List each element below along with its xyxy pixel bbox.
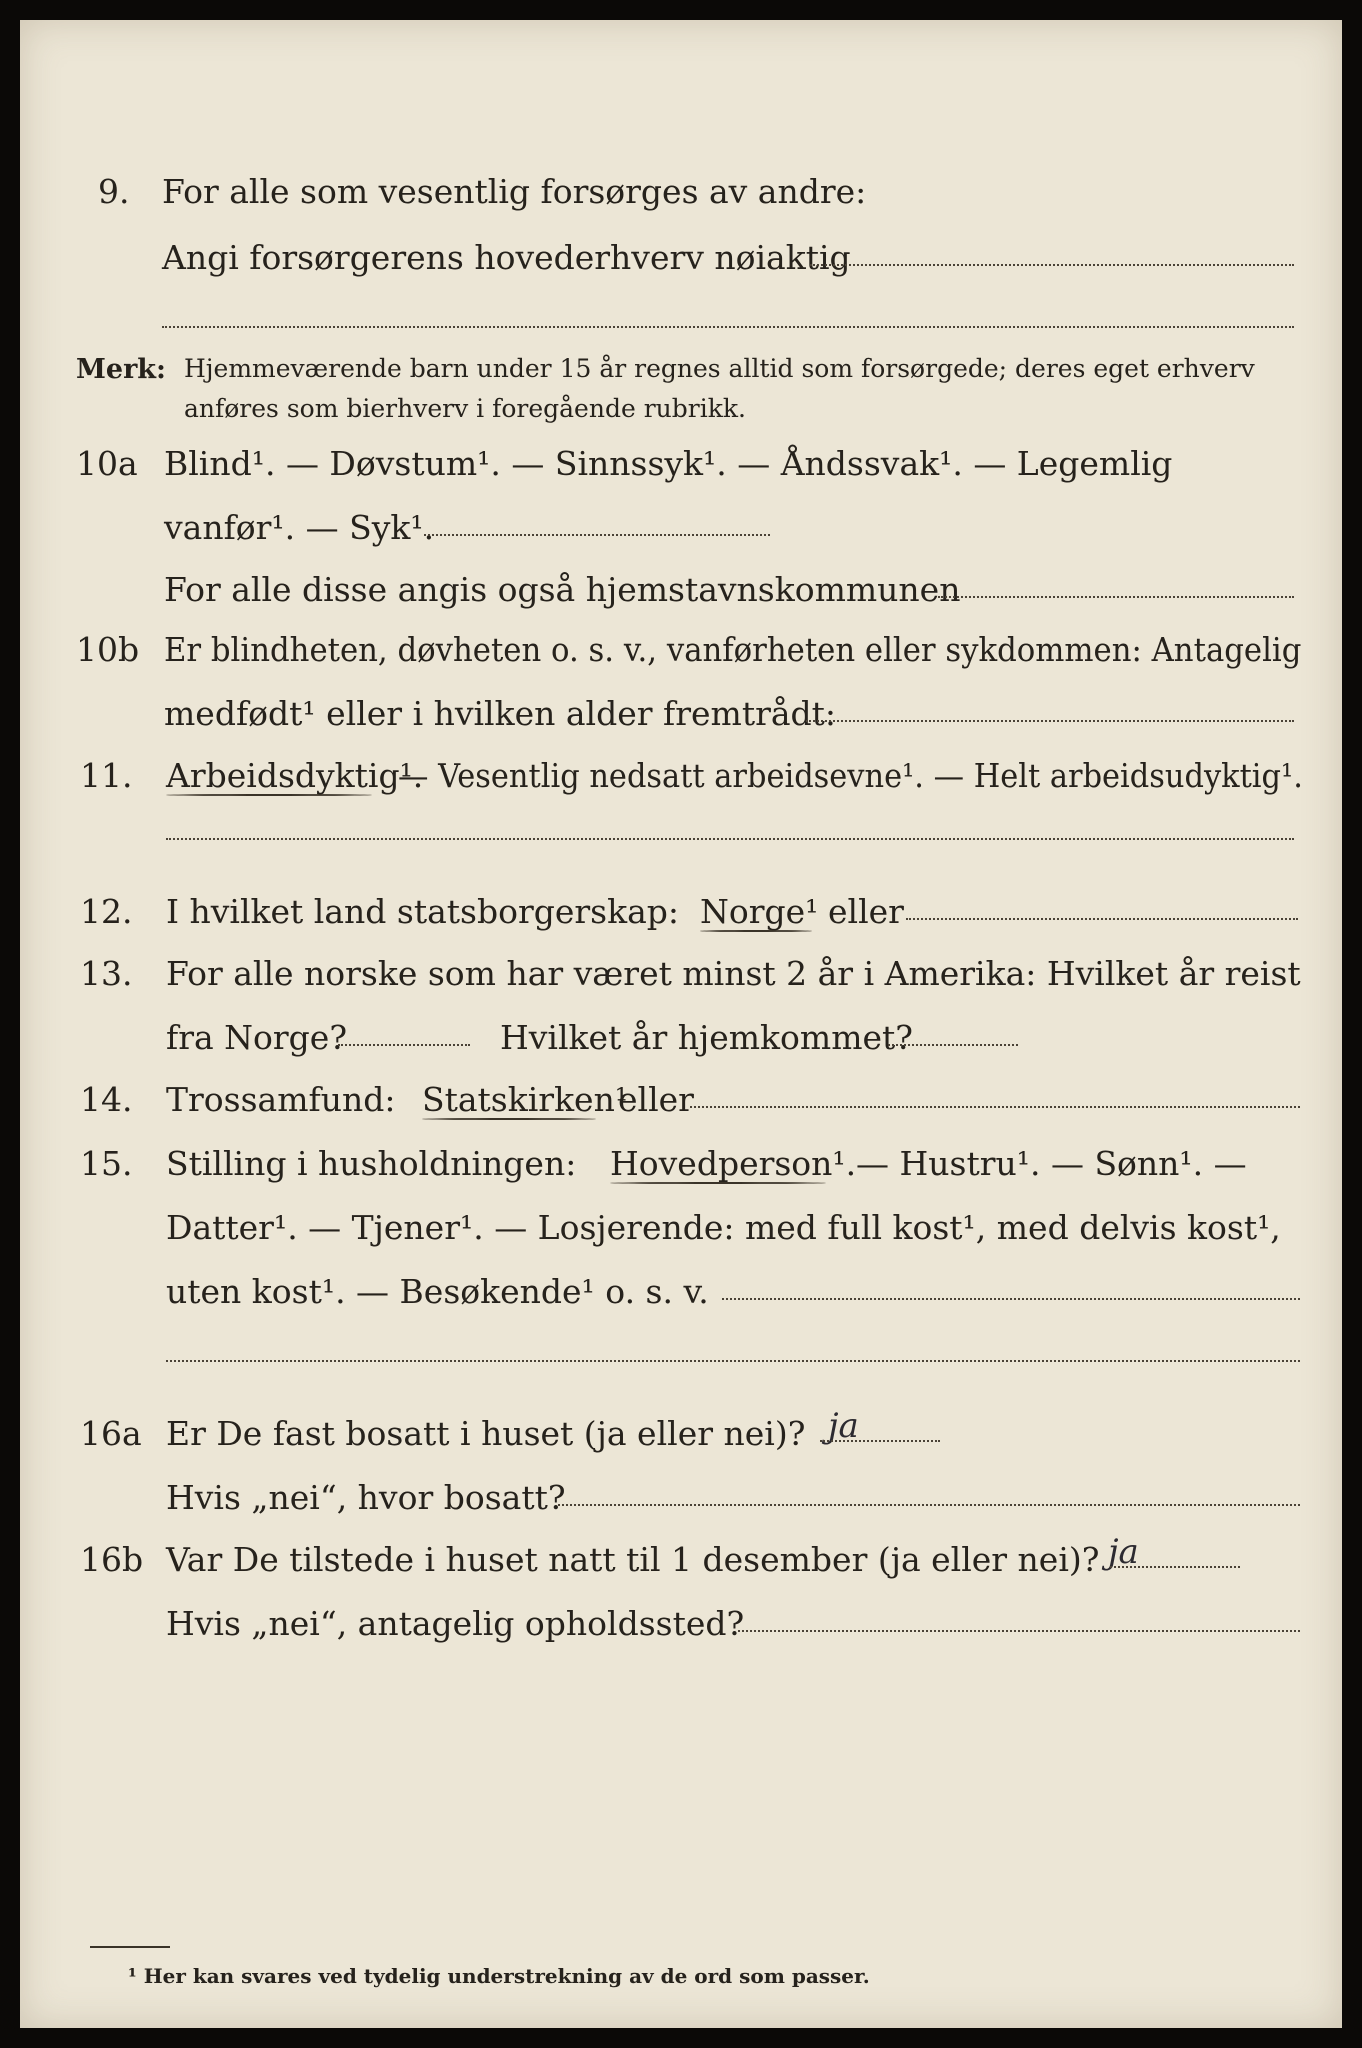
merk-line1: Hjemmeværende barn under 15 år regnes alltid som forsørgede; deres eget erhverv <box>184 354 1255 383</box>
q14-after: eller <box>618 1080 694 1119</box>
q12-underline-mark <box>700 930 812 932</box>
q16a-number: 16a <box>80 1414 142 1453</box>
q16b-line2: Hvis „nei“, antagelig opholdssted? <box>166 1604 745 1643</box>
q14-text: Trossamfund: <box>166 1080 396 1119</box>
q13-left-year-line[interactable] <box>338 1044 470 1046</box>
q13-line1: For alle norske som har været minst 2 år i Amerika: Hvilket år reist <box>166 954 1301 993</box>
q10a-line3: For alle disse angis også hjemstavnskommunen <box>164 570 961 609</box>
q15-text: Stilling i husholdningen: <box>166 1144 577 1183</box>
q9-line2: Angi forsørgerens hovederhverv nøiaktig <box>162 238 851 277</box>
footnote-text: ¹ Her kan svares ved tydelig understrekning av de ord som passer. <box>128 1964 870 1988</box>
footnote-rule <box>90 1946 170 1948</box>
q9-extra-line[interactable] <box>162 326 1294 328</box>
q10a-municipality-line[interactable] <box>938 596 1294 598</box>
q12-number: 12. <box>80 892 133 931</box>
q15-rest1: — Hustru¹. — Sønn¹. — <box>856 1144 1247 1183</box>
q11-rest: — Vesentlig nedsatt arbeidsevne¹. — Helt arbeidsudyktig¹. <box>398 756 1303 795</box>
q16b-number: 16b <box>80 1540 144 1579</box>
q16a-line1: Er De fast bosatt i huset (ja eller nei)? <box>166 1414 806 1453</box>
q10a-sick-line[interactable] <box>424 534 770 536</box>
census-form-page <box>20 20 1342 2028</box>
q9-answer-line[interactable] <box>810 264 1294 266</box>
q16a-handwritten-answer[interactable]: ja <box>828 1406 859 1446</box>
q13-return-year-line[interactable] <box>888 1044 1018 1046</box>
q16a-line2: Hvis „nei“, hvor bosatt? <box>166 1478 566 1517</box>
q13-line2a: fra Norge? <box>166 1018 348 1057</box>
q12-opt-norge[interactable]: Norge¹ <box>700 892 819 931</box>
q16a-residence-line[interactable] <box>558 1504 1300 1506</box>
merk-label: Merk: <box>76 354 166 385</box>
q16b-handwritten-answer[interactable]: ja <box>1108 1532 1139 1572</box>
q9-line1: For alle som vesentlig forsørges av andre: <box>162 172 867 211</box>
q13-line2b: Hvilket år hjemkommet? <box>500 1018 913 1057</box>
q15-number: 15. <box>80 1144 133 1183</box>
q15-underline-mark <box>610 1182 826 1184</box>
q16b-line1: Var De tilstede i huset natt til 1 desember (ja eller nei)? <box>166 1540 1100 1579</box>
q14-answer-line[interactable] <box>690 1106 1300 1108</box>
q10b-line1: Er blindheten, døvheten o. s. v., vanførheten eller sykdommen: Antagelig <box>164 630 1302 669</box>
q11-underline-mark <box>166 794 372 796</box>
merk-line2: anføres som bierhverv i foregående rubrikk. <box>184 394 746 423</box>
q11-opt-arbeidsdyktig[interactable]: Arbeidsdyktig¹. <box>166 756 424 795</box>
q11-extra-line[interactable] <box>166 838 1294 840</box>
q10b-line2: medfødt¹ eller i hvilken alder fremtrådt: <box>164 694 837 733</box>
q12-answer-line[interactable] <box>906 918 1298 920</box>
q12-after: eller <box>828 892 904 931</box>
q10b-answer-line[interactable] <box>806 720 1294 722</box>
q15-opt-hovedperson[interactable]: Hovedperson¹. <box>610 1144 857 1183</box>
q10a-line2: vanfør¹. — Syk¹. <box>164 508 435 547</box>
q15-line2: Datter¹. — Tjener¹. — Losjerende: med full kost¹, med delvis kost¹, <box>166 1208 1281 1247</box>
q13-number: 13. <box>80 954 133 993</box>
q10a-line1: Blind¹. — Døvstum¹. — Sinnssyk¹. — Åndssvak¹. — Legemlig <box>164 444 1173 483</box>
q10b-number: 10b <box>76 630 140 669</box>
q16b-location-line[interactable] <box>738 1630 1300 1632</box>
q12-text: I hvilket land statsborgerskap: <box>166 892 680 931</box>
q16a-answer-line <box>820 1440 940 1442</box>
q15-answer-line[interactable] <box>722 1298 1300 1300</box>
q10a-number: 10a <box>76 444 138 483</box>
q15-line3: uten kost¹. — Besøkende¹ o. s. v. <box>166 1272 709 1311</box>
q15-extra-line[interactable] <box>166 1360 1300 1362</box>
q14-opt-statskirken[interactable]: Statskirken¹ <box>422 1080 629 1119</box>
q11-number: 11. <box>80 756 133 795</box>
q14-underline-mark <box>422 1118 596 1120</box>
q14-number: 14. <box>80 1080 133 1119</box>
q9-number: 9. <box>98 172 130 211</box>
q16b-answer-line <box>1110 1566 1240 1568</box>
